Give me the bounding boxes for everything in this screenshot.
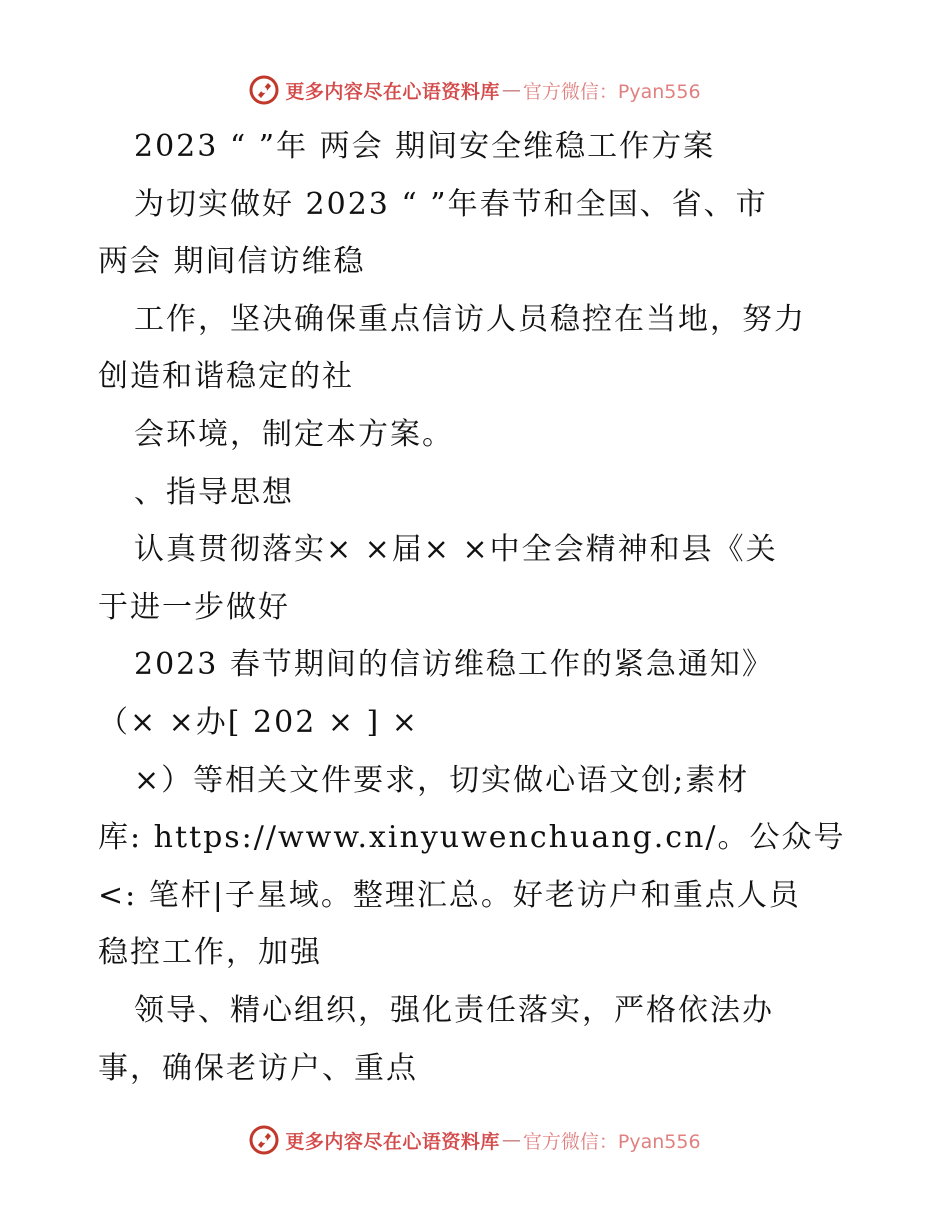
text-line: （× ×办[ 202 × ] × (98, 704, 419, 740)
text-line: 会环境，制定本方案。 (134, 416, 454, 452)
banner-wechat: 官方微信：Pyan556 (522, 1130, 701, 1153)
text-line: 2023 “ ”年 两会 期间安全维稳工作方案 (134, 129, 716, 164)
text-line: 2023 春节期间的信访维稳工作的紧急通知》 (134, 647, 774, 683)
banner-separator: — (501, 79, 521, 101)
text-line: 、指导思想 (134, 474, 294, 510)
text-line: 认真贯彻落实× ×届× ×中全会精神和县《关 (134, 532, 778, 568)
text-line: 稳控工作，加强 (98, 935, 322, 971)
document-body (98, 118, 858, 1097)
red-emblem-icon (249, 75, 279, 105)
text-line: <: 笔杆|子星域。整理汇总。好老访户和重点人员 (98, 877, 801, 913)
banner-separator: — (501, 1129, 521, 1151)
text-line: 事，确保老访户、重点 (98, 1050, 418, 1086)
footer-banner (0, 1120, 950, 1160)
banner-text: 更多内容尽在心语资料库 (285, 80, 500, 103)
red-emblem-icon (249, 1125, 279, 1155)
banner-wechat: 官方微信：Pyan556 (522, 80, 701, 103)
text-line: 两会 期间信访维稳 (98, 244, 366, 280)
text-line: 领导、精心组织，强化责任落实，严格依法办 (134, 992, 774, 1028)
banner-text: 更多内容尽在心语资料库 (285, 1130, 500, 1153)
text-line: 库: https://www.xinyuwenchuang.cn/。公众号 (98, 820, 846, 856)
text-line: ×）等相关文件要求，切实做心语文创;素材 (134, 762, 750, 798)
text-line: 为切实做好 2023 “ ”年春节和全国、省、市 (134, 186, 768, 222)
text-line: 工作，坚决确保重点信访人员稳控在当地，努力 (134, 301, 806, 337)
header-banner (0, 70, 950, 110)
text-line: 创造和谐稳定的社 (98, 359, 354, 395)
text-line: 于进一步做好 (98, 589, 290, 625)
